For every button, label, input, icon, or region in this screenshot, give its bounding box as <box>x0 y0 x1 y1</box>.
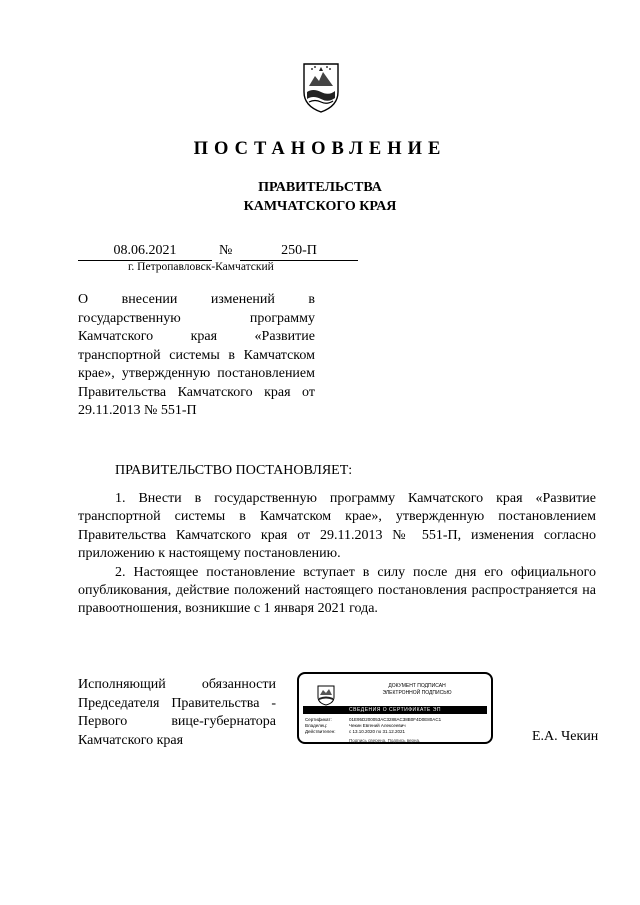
certificate-label: Сертификат: <box>305 717 332 722</box>
coat-of-arms-emblem <box>301 58 341 114</box>
issuing-authority <box>0 178 640 216</box>
decree-heading: ПРАВИТЕЛЬСТВО ПОСТАНОВЛЯЕТ: <box>115 463 353 478</box>
position-line-4: Камчатского края <box>78 732 184 748</box>
authority-line-2: КАМЧАТСКОГО КРАЯ <box>243 199 397 214</box>
paragraph-2: 2. Настоящее постановление вступает в силу после дня его официального опубликования, действие положений настоящего постановления распространяется на правоотношения, возникшие с 1 января 2021 года. <box>78 564 596 617</box>
document-subject: О внесении изменений в государственную программу Камчатского края «Развитие транспортной системы в Камчатском крае», утвержденную постановлением Правительства Камчатского края от 29.11.2013 № 551-П <box>78 292 315 418</box>
stamp-footer: Подпись сверена. Подпись верна. <box>349 738 421 743</box>
validity-value: с 13.10.2020 по 31.12.2021 <box>349 729 405 734</box>
paragraph-1: 1. Внести в государственную программу Камчатского края «Развитие транспортной системы в Камчатском крае», утвержденную постановлением Правительства Камчатского края от 29.11.2013 № 551-П, изменения согласно приложению к настоящему постановлению. <box>78 491 596 562</box>
stamp-heading-line-1: ДОКУМЕНТ ПОДПИСАН <box>388 683 446 689</box>
validity-row <box>305 729 405 735</box>
stamp-emblem-icon <box>317 684 335 706</box>
stamp-heading-line-2: ЭЛЕКТРОННОЙ ПОДПИСЬЮ <box>382 690 452 696</box>
number-sign: № <box>219 243 233 258</box>
signatory-position <box>78 676 276 750</box>
position-line-3: Первого вице-губернатора <box>78 714 276 729</box>
owner-value: Чекин Евгений Алексеевич <box>349 723 406 728</box>
electronic-signature-stamp <box>297 672 493 744</box>
position-line-2: Председателя Правительства - <box>78 695 276 711</box>
signatory-name: Е.А. Чекин <box>532 729 599 744</box>
document-number: 250-П <box>240 243 358 261</box>
document-date: 08.06.2021 <box>78 243 212 261</box>
owner-label: Владелец: <box>305 723 328 728</box>
certificate-info-bar: СВЕДЕНИЯ О СЕРТИФИКАТЕ ЭП <box>303 706 487 714</box>
authority-line-1: ПРАВИТЕЛЬСТВА <box>258 180 382 195</box>
city-of-issue: г. Петропавловск-Камчатский <box>128 261 274 273</box>
decree-body <box>78 490 596 619</box>
position-line-1: Исполняющий обязанности <box>78 677 276 692</box>
certificate-value: 01E95D200053AC3288AC38B0F4D0E80AC1 <box>349 717 442 722</box>
document-type-title: ПОСТАНОВЛЕНИЕ <box>193 139 447 159</box>
validity-label: Действителен: <box>305 729 336 734</box>
stamp-heading <box>347 683 487 697</box>
